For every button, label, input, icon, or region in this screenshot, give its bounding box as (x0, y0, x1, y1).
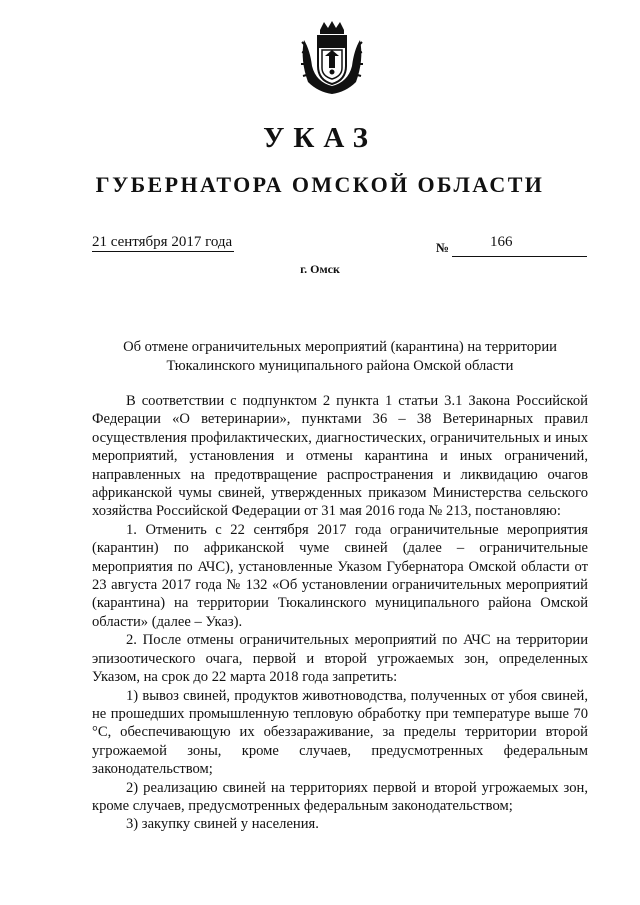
document-date: 21 сентября 2017 года (92, 234, 233, 250)
document-subtitle: ГУБЕРНАТОРА ОМСКОЙ ОБЛАСТИ (95, 172, 545, 197)
document-body (92, 392, 588, 834)
document-city: г. Омск (300, 262, 340, 276)
heading-line: Об отмене ограничительных мероприятий (карантина) на территории (123, 339, 557, 355)
paragraph-subitem-2: 2) реализацию свиней на территориях первой и второй угрожаемых зон, кроме случаев, предусмотренных федеральным законодательством; (92, 779, 588, 814)
number-label: № (436, 240, 450, 255)
document-number: 166 (490, 234, 513, 250)
document-heading (92, 338, 588, 376)
paragraph-subitem-3: 3) закупку свиней у населения. (126, 816, 319, 833)
paragraph-preamble: В соответствии с подпунктом 2 пункта 1 статьи 3.1 Закона Российской Федерации «О ветеринарии», пунктами 36 – 38 Ветеринарных правил осуществления профилактических, диагностических, ограничительных и иных мероприятий, установления и отмены карантина и иных ограничений, направленных на предотвращение распространения и ликвидацию очагов африканской чумы свиней, утвержденных приказом Министерства сельского хозяйства Российской Федерации от 31 мая 2016 года № 213, постановляю: (92, 393, 588, 520)
paragraph-item-1: 1. Отменить с 22 сентября 2017 года ограничительные мероприятия (карантин) по африканской чуме свиней (далее – ограничительные мероприятия по АЧС), установленные Указом Губернатора Омской области от 23 августа 2017 года № 132 «Об установлении ограничительных мероприятий (карантина) на территории Тюкалинского муниципального района Омской области» (далее – Указ). (92, 521, 588, 630)
number-underline (452, 256, 587, 257)
paragraph-item-2: 2. После отмены ограничительных мероприятий по АЧС на территории эпизоотического очага, первой и второй угрожаемых зон, определенных Указом, на срок до 22 марта 2018 года запретить: (92, 632, 588, 686)
coat-of-arms-icon (298, 20, 366, 96)
document-title: УКАЗ (263, 122, 377, 154)
paragraph-subitem-1: 1) вывоз свиней, продуктов животноводства, полученных от убоя свиней, не прошедших промышленную тепловую обработку при температуре выше 70 °С, обеспечивающую их обеззараживание, за пределы территории второй угрожаемой зоны, кроме случаев, предусмотренных федеральным законодательством; (92, 687, 588, 778)
heading-line: Тюкалинского муниципального района Омской области (166, 358, 514, 374)
